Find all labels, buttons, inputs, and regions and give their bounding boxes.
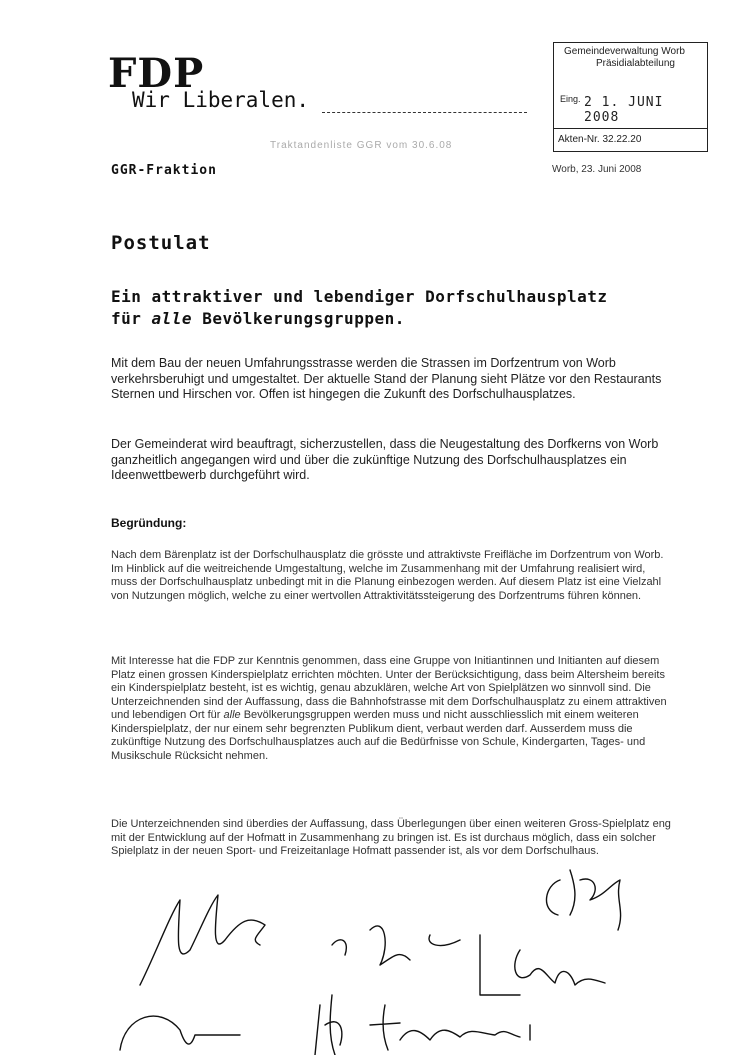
stamp-department: Präsidialabteilung — [596, 58, 675, 69]
signature-7 — [546, 870, 620, 930]
reasoning-p2-a: Mit Interesse hat die FDP zur Kenntnis genommen, dass eine Gruppe von Initiantinnen und Initianten auf diesem Platz einen grossen Kinderspielplatz errichten möchten. Unter der Berücksichtigung, dass beim Altersheim bereits ein Kinderspielplatz besteht, ist es wichtig, genau abzuklären, welche Art von Spielplätzen wo sinnvoll sind. Die Unterzeichnenden sind der Auffassung, dass die Bahnhofstrasse mit dem Dorfschulhausplatz zu einem attraktiven und lebendigen Ort für — [111, 655, 667, 721]
stamp-received-label: Eing. — [560, 94, 581, 104]
signature-2 — [120, 1016, 240, 1050]
headline-emphasis: alle — [151, 309, 193, 328]
headline-post: Bevölkerungsgruppen. — [192, 309, 405, 328]
reasoning-paragraph-1: Nach dem Bärenplatz ist der Dorfschulhausplatz die grösste und attraktivste Freifläche im Dorfzentrum von Worb. Im Hinblick auf die weitreichende Umgestaltung, welche im Zusammenhang mit der Umfahrung realisiert wird, muss der Dorfschulhausplatz unbedingt mit in die Planung einbezogen werden. Auf diesem Platz ist eine Vielzahl von Nutzungen möglich, welche zu einer wertvollen Attraktivitätssteigerung des Dorfzentrums führen können. — [111, 549, 664, 602]
stamp-received-date: 2 1. JUNI 2008 — [584, 95, 664, 125]
faded-note: Traktandenliste GGR vom 30.6.08 — [270, 140, 453, 151]
headline-line2 — [111, 308, 671, 330]
signature-1 — [140, 895, 265, 985]
stamp-divider — [554, 128, 707, 129]
signatures — [100, 855, 700, 1055]
sender: GGR-Fraktion — [111, 163, 217, 178]
letterhead-rule — [322, 112, 527, 113]
logo-tagline: Wir Liberalen. — [132, 88, 310, 112]
reasoning-p2-emphasis: alle — [223, 709, 241, 721]
fdp-logo: FDP — [108, 50, 205, 97]
signature-4 — [315, 995, 342, 1055]
reasoning-heading: Begründung: — [111, 516, 187, 530]
reasoning-p2-b: Bevölkerungsgruppen werden muss und nicht ausschliesslich mit einem weiteren Kinderspielplatz, der nur einem sehr begrenzten Publikum dient, verbaut werden darf. Ausserdem muss die zukünftige Nutzung des Dorfschulhausplatzes auch auf die Bedürfnisse von Schule, Kindergarten, Tages- und Musikschule Rücksicht nehmen. — [111, 709, 646, 762]
body-paragraph-2: Der Gemeinderat wird beauftragt, sicherzustellen, dass die Neugestaltung des Dorfkerns von Worb ganzheitlich angegangen wird und über die zukünftige Nutzung des Dorfschulhausplatzes ein Ideenwettbewerb durchgeführt wird. — [111, 437, 659, 482]
headline-pre: für — [111, 309, 152, 328]
doc-type: Postulat — [111, 232, 211, 254]
receipt-stamp — [553, 42, 708, 152]
signature-3 — [332, 926, 460, 965]
signature-6 — [480, 935, 605, 995]
stamp-office: Gemeindeverwaltung Worb — [564, 46, 685, 57]
body-paragraph-1: Mit dem Bau der neuen Umfahrungsstrasse werden die Strassen im Dorfzentrum von Worb verkehrsberuhigt und umgestaltet. Der aktuelle Stand der Planung sieht Plätze vor den Restaurants Sternen und Hirschen vor. Offen ist hingegen die Zukunft des Dorfschulhausplatzes. — [111, 356, 662, 401]
headline — [111, 286, 671, 330]
signature-5 — [370, 1005, 530, 1050]
reasoning-paragraph-3: Die Unterzeichnenden sind überdies der Auffassung, dass Überlegungen über einen weiteren Gross-Spielplatz eng mit der Entwicklung auf der Hofmatt in Zusammenhang zu bringen ist. Es ist durchaus möglich, dass ein solcher Spielplatz in der neuen Sport- und Freizeitanlage Hofmatt passender ist, als vor dem Dorfschulhaus. — [111, 818, 671, 857]
stamp-file-number: Akten-Nr. 32.22.20 — [558, 134, 642, 145]
reasoning-paragraph-2 — [111, 655, 671, 763]
headline-line1: Ein attraktiver und lebendiger Dorfschulhausplatz — [111, 287, 608, 306]
place-date: Worb, 23. Juni 2008 — [552, 164, 642, 175]
